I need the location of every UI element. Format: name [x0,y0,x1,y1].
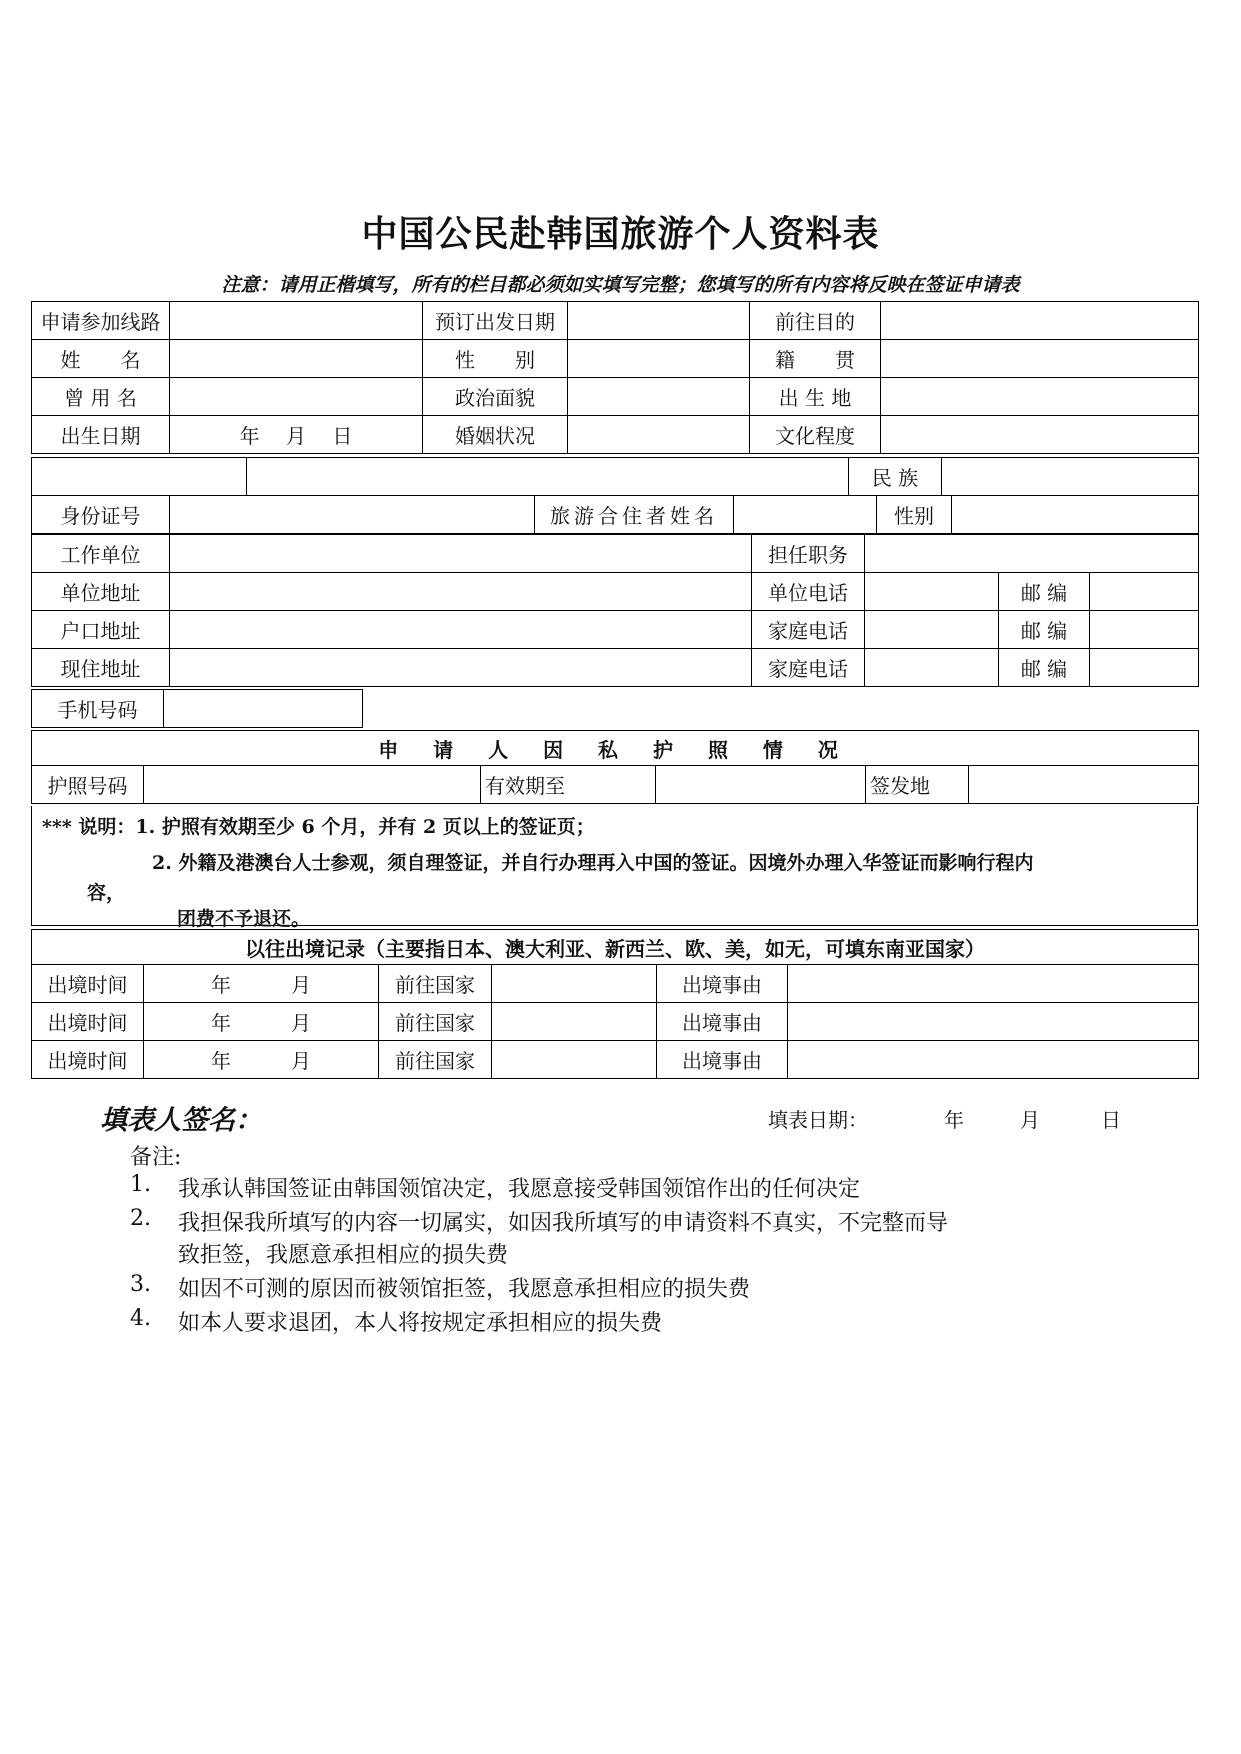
note-line: 容， [87,882,126,904]
political-field[interactable] [568,378,750,416]
id-number-label: 身份证号 [32,496,170,534]
postcode-label: 邮 编 [999,573,1090,611]
exit-time-field[interactable]: 年 月 [144,965,379,1003]
table-row [32,378,1199,416]
blank-cell [363,690,1199,728]
departure-date-field[interactable] [568,302,750,340]
postcode-field[interactable] [1090,611,1199,649]
fill-date-day: 日 [1101,1108,1121,1132]
home-phone-field[interactable] [865,611,999,649]
id-number-field[interactable] [170,496,535,534]
native-place-label: 籍 贯 [750,340,881,378]
education-label: 文化程度 [750,416,881,454]
birthplace-label: 出 生 地 [750,378,881,416]
country-label: 前往国家 [379,965,492,1003]
table-row [32,930,1199,965]
employer-address-field[interactable] [170,573,752,611]
remark-number: 2. [130,1206,151,1231]
passport-table [31,730,1199,804]
table-row [32,649,1199,687]
blank-cell[interactable] [32,458,247,496]
table-row [32,496,1199,534]
personal-info-table [31,301,1199,454]
mobile-field[interactable] [164,690,363,728]
exit-time-label: 出境时间 [32,1041,144,1079]
current-address-field[interactable] [170,649,752,687]
native-place-field[interactable] [881,340,1199,378]
remark-text: 我担保我所填写的内容一切属实，如因我所填写的申请资料不真实，不完整而导 [178,1211,949,1236]
passport-notes [31,806,1198,930]
position-field[interactable] [865,535,1199,573]
remark-text: 如因不可测的原因而被领馆拒签，我愿意承担相应的损失费 [178,1277,751,1302]
current-address-label: 现住地址 [32,649,170,687]
name-field[interactable] [170,340,423,378]
table-row [32,458,1199,496]
route-label: 申请参加线路 [32,302,170,340]
household-address-field[interactable] [170,611,752,649]
ethnicity-field[interactable] [942,458,1199,496]
exit-time-field[interactable]: 年 月 [144,1003,379,1041]
valid-until-field[interactable] [656,766,866,804]
roommate-gender-field[interactable] [952,496,1199,534]
remark-number: 1. [130,1172,151,1197]
employer-address-label: 单位地址 [32,573,170,611]
roommate-name-field[interactable] [734,496,877,534]
remark-text: 我承认韩国签证由韩国领馆决定，我愿意接受韩国领馆作出的任何决定 [178,1177,861,1202]
table-row [32,416,1199,454]
roommate-name-label: 旅游合住者姓名 [535,496,734,534]
table-row [32,766,1199,804]
travel-history-header: 以往出境记录（主要指日本、澳大利亚、新西兰、欧、美，如无，可填东南亚国家） [32,930,1199,965]
birthplace-field[interactable] [881,378,1199,416]
table-row [32,1041,1199,1079]
employer-phone-label: 单位电话 [752,573,865,611]
exit-reason-label: 出境事由 [657,1041,788,1079]
country-label: 前往国家 [379,1003,492,1041]
country-field[interactable] [492,1041,657,1079]
route-field[interactable] [170,302,423,340]
table-row [32,731,1199,766]
employer-phone-field[interactable] [865,573,999,611]
exit-reason-label: 出境事由 [657,965,788,1003]
name-label: 姓 名 [32,340,170,378]
fill-notice: 注意：请用正楷填写，所有的栏目都必须如实填写完整；您填写的所有内容将反映在签证申请表 [221,274,1020,296]
table-row [32,1003,1199,1041]
education-field[interactable] [881,416,1199,454]
mobile-label: 手机号码 [32,690,164,728]
remark-text: 致拒签，我愿意承担相应的损失费 [178,1243,509,1268]
ethnicity-label: 民 族 [849,458,942,496]
note-line: 团费不予退还。 [177,908,311,930]
home-phone-label: 家庭电话 [752,611,865,649]
remarks-title: 备注: [130,1145,182,1170]
household-address-label: 户口地址 [32,611,170,649]
remark-number: 4. [130,1306,151,1331]
travel-history-table [31,929,1199,1079]
birth-date-label: 出生日期 [32,416,170,454]
note-line: *** 说明：1. 护照有效期至少 6 个月，并有 2 页以上的签证页； [42,816,595,838]
home-phone-label: 家庭电话 [752,649,865,687]
table-row [32,535,1199,573]
remark-number: 3. [130,1272,151,1297]
destination-field[interactable] [881,302,1199,340]
table-row [32,965,1199,1003]
country-field[interactable] [492,965,657,1003]
marital-field[interactable] [568,416,750,454]
id-table [31,495,1199,534]
employer-label: 工作单位 [32,535,170,573]
fill-date-month: 月 [1020,1108,1040,1132]
position-label: 担任职务 [752,535,865,573]
gender-label: 性 别 [423,340,568,378]
form-title: 中国公民赴韩国旅游个人资料表 [361,214,880,255]
former-name-field[interactable] [170,378,423,416]
passport-header: 申 请 人 因 私 护 照 情 况 [32,731,1199,766]
passport-number-field[interactable] [144,766,481,804]
fill-date-year: 年 [944,1108,964,1132]
exit-reason-field[interactable] [788,1041,1199,1079]
passport-number-label: 护照号码 [32,766,144,804]
employer-field[interactable] [170,535,752,573]
birth-date-field[interactable]: 年 月 日 [170,416,423,454]
note-line: 2. 外籍及港澳台人士参观，须自理签证，并自行办理再入中国的签证。因境外办理入华签证而影响行程内 [152,852,1034,874]
remark-text: 如本人要求退团，本人将按规定承担相应的损失费 [178,1311,663,1336]
former-name-label: 曾 用 名 [32,378,170,416]
destination-label: 前往目的 [750,302,881,340]
mobile-table [31,689,1199,728]
departure-date-label: 预订出发日期 [423,302,568,340]
table-row [32,690,1199,728]
issue-place-label: 签发地 [866,766,969,804]
home-phone-field[interactable] [865,649,999,687]
roommate-gender-label: 性别 [877,496,952,534]
table-row [32,573,1199,611]
address-table [31,534,1199,687]
signature-label: 填表人签名： [100,1105,262,1136]
postcode-label: 邮 编 [999,611,1090,649]
postcode-field[interactable] [1090,573,1199,611]
gender-field[interactable] [568,340,750,378]
political-label: 政治面貌 [423,378,568,416]
postcode-field[interactable] [1090,649,1199,687]
exit-reason-field[interactable] [788,965,1199,1003]
country-label: 前往国家 [379,1041,492,1079]
valid-until-label: 有效期至 [481,766,656,804]
exit-time-label: 出境时间 [32,1003,144,1041]
fill-date-label: 填表日期： [768,1108,868,1132]
table-row [32,611,1199,649]
issue-place-field[interactable] [969,766,1199,804]
exit-time-field[interactable]: 年 月 [144,1041,379,1079]
table-row [32,340,1199,378]
ethnicity-table [31,457,1199,496]
country-field[interactable] [492,1003,657,1041]
exit-time-label: 出境时间 [32,965,144,1003]
blank-cell[interactable] [247,458,849,496]
postcode-label: 邮 编 [999,649,1090,687]
table-row [32,302,1199,340]
exit-reason-field[interactable] [788,1003,1199,1041]
exit-reason-label: 出境事由 [657,1003,788,1041]
marital-label: 婚姻状况 [423,416,568,454]
